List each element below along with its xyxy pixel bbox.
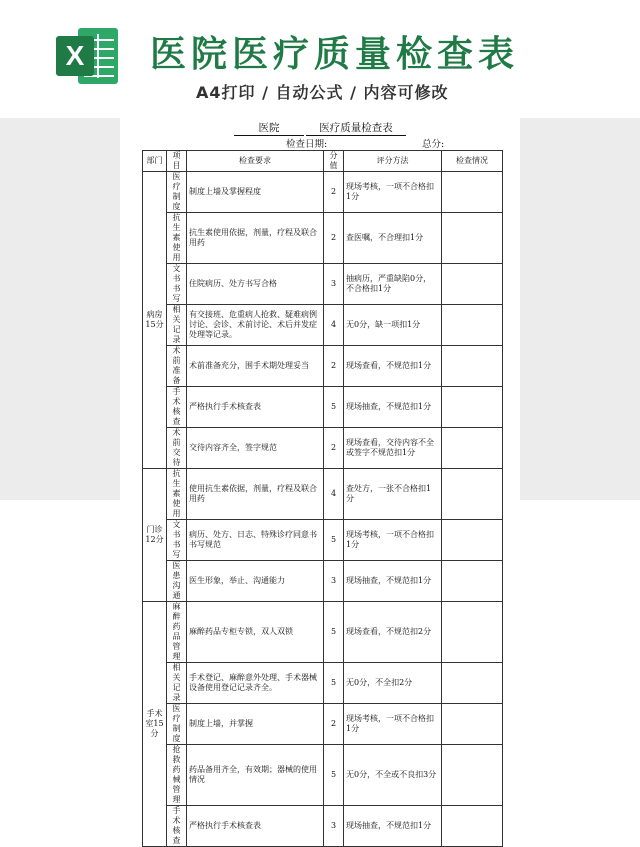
method-cell: 查医嘱，不合理扣1分	[344, 213, 442, 264]
item-cell: 抢救药械管理	[167, 745, 187, 806]
score-cell: 3	[324, 264, 344, 305]
item-cell: 手术核查	[167, 806, 187, 847]
result-cell[interactable]	[442, 561, 503, 602]
item-cell: 文书书写	[167, 520, 187, 561]
method-cell: 现场抽查，不规范扣1分	[344, 561, 442, 602]
header-requirement: 检查要求	[187, 151, 324, 172]
requirement-cell: 术前准备充分，围手术期处理妥当	[187, 346, 324, 387]
banner-subtitle: A4打印 / 自动公式 / 内容可修改	[196, 83, 449, 102]
result-cell[interactable]	[442, 346, 503, 387]
score-cell: 2	[324, 428, 344, 469]
requirement-cell: 抗生素使用依据，剂量，疗程及联合用药	[187, 213, 324, 264]
table-row	[143, 704, 503, 745]
result-cell[interactable]	[442, 745, 503, 806]
document-title	[120, 120, 520, 136]
table-row	[143, 264, 503, 305]
result-cell[interactable]	[442, 172, 503, 213]
requirement-cell: 药品备用齐全，有效期；器械的使用情况	[187, 745, 324, 806]
result-cell[interactable]	[442, 602, 503, 663]
table-row	[143, 745, 503, 806]
item-cell: 术前交待	[167, 428, 187, 469]
result-cell[interactable]	[442, 704, 503, 745]
requirement-cell: 使用抗生素依据，剂量，疗程及联合用药	[187, 469, 324, 520]
document-title-text: 医疗质量检查表	[306, 120, 406, 136]
header-method: 评分方法	[344, 151, 442, 172]
requirement-cell: 医生形象，举止、沟通能力	[187, 561, 324, 602]
method-cell: 查处方，一张不合格扣1分	[344, 469, 442, 520]
dept-cell: 病房15分	[143, 172, 167, 469]
result-cell[interactable]	[442, 213, 503, 264]
requirement-cell: 有交接班、危重病人抢救、疑难病例讨论、会诊、术前讨论、术后并发症处理等记录。	[187, 305, 324, 346]
method-cell: 现场查看，交待内容不全或签字不规范扣1分	[344, 428, 442, 469]
requirement-cell: 交待内容齐全，签字规范	[187, 428, 324, 469]
requirement-cell: 制度上墙，并掌握	[187, 704, 324, 745]
table-row	[143, 663, 503, 704]
score-cell: 5	[324, 663, 344, 704]
result-cell[interactable]	[442, 305, 503, 346]
table-row	[143, 602, 503, 663]
excel-icon-letter: X	[65, 40, 85, 71]
table-row	[143, 561, 503, 602]
requirement-cell: 严格执行手术核查表	[187, 806, 324, 847]
requirement-cell: 制度上墙及掌握程度	[187, 172, 324, 213]
result-cell[interactable]	[442, 469, 503, 520]
method-cell: 现场查看，不规范扣2分	[344, 602, 442, 663]
method-cell: 无0分，缺一项扣1分	[344, 305, 442, 346]
item-cell: 医疗制度	[167, 704, 187, 745]
dept-cell: 手术室15分	[143, 602, 167, 847]
header-dept: 部门	[143, 151, 167, 172]
header-item: 项目	[167, 151, 187, 172]
requirement-cell: 严格执行手术核查表	[187, 387, 324, 428]
item-cell: 医疗制度	[167, 172, 187, 213]
method-cell: 抽病历，严重缺陷0分，不合格扣1分	[344, 264, 442, 305]
method-cell: 无0分，不全或不良扣3分	[344, 745, 442, 806]
result-cell[interactable]	[442, 264, 503, 305]
item-cell: 抗生素使用	[167, 213, 187, 264]
table-row	[143, 806, 503, 847]
result-cell[interactable]	[442, 387, 503, 428]
method-cell: 现场考核，一项不合格扣1分	[344, 704, 442, 745]
method-cell: 无0分，不全扣2分	[344, 663, 442, 704]
requirement-cell: 住院病历、处方书写合格	[187, 264, 324, 305]
item-cell: 麻醉药品管理	[167, 602, 187, 663]
score-cell: 4	[324, 469, 344, 520]
method-cell: 现场抽查，不规范扣1分	[344, 387, 442, 428]
table-row	[143, 213, 503, 264]
table-row	[143, 520, 503, 561]
item-cell: 术前准备	[167, 346, 187, 387]
check-date-label: 检查日期:	[286, 139, 328, 150]
table-row	[143, 428, 503, 469]
score-cell: 2	[324, 213, 344, 264]
score-cell: 2	[324, 172, 344, 213]
total-score-label: 总分:	[422, 139, 445, 150]
score-cell: 4	[324, 305, 344, 346]
method-cell: 现场考核，一项不合格扣1分	[344, 172, 442, 213]
result-cell[interactable]	[442, 663, 503, 704]
banner-header	[0, 0, 640, 118]
dept-cell: 门诊12分	[143, 469, 167, 602]
result-cell[interactable]	[442, 428, 503, 469]
table-row	[143, 469, 503, 520]
requirement-cell: 病历、处方、日志、特殊诊疗同意书书写规范	[187, 520, 324, 561]
requirement-cell: 麻醉药品专柜专锁，双人双锁	[187, 602, 324, 663]
score-cell: 3	[324, 806, 344, 847]
table-row	[143, 387, 503, 428]
inspection-table	[142, 150, 503, 847]
score-cell: 2	[324, 704, 344, 745]
table-row	[143, 172, 503, 213]
document-sheet	[120, 118, 520, 845]
method-cell: 现场查看，不规范扣1分	[344, 346, 442, 387]
score-cell: 5	[324, 745, 344, 806]
score-cell: 5	[324, 520, 344, 561]
item-cell: 手术核查	[167, 387, 187, 428]
method-cell: 现场考核，一项不合格扣1分	[344, 520, 442, 561]
item-cell: 相关记录	[167, 663, 187, 704]
excel-icon	[52, 20, 124, 92]
table-row	[143, 305, 503, 346]
score-cell: 3	[324, 561, 344, 602]
result-cell[interactable]	[442, 520, 503, 561]
score-cell: 5	[324, 387, 344, 428]
hospital-name: 医院	[234, 120, 304, 136]
method-cell: 现场抽查，不规范扣1分	[344, 806, 442, 847]
item-cell: 抗生素使用	[167, 469, 187, 520]
header-result: 检查情况	[442, 151, 503, 172]
result-cell[interactable]	[442, 806, 503, 847]
table-header-row	[143, 151, 503, 172]
table-row	[143, 346, 503, 387]
header-score: 分值	[324, 151, 344, 172]
requirement-cell: 手术登记、麻醉意外处理、手术器械设备使用登记记录齐全。	[187, 663, 324, 704]
item-cell: 医患沟通	[167, 561, 187, 602]
item-cell: 文书书写	[167, 264, 187, 305]
score-cell: 5	[324, 602, 344, 663]
item-cell: 相关记录	[167, 305, 187, 346]
score-cell: 2	[324, 346, 344, 387]
banner-title: 医院医疗质量检查表	[150, 34, 520, 75]
